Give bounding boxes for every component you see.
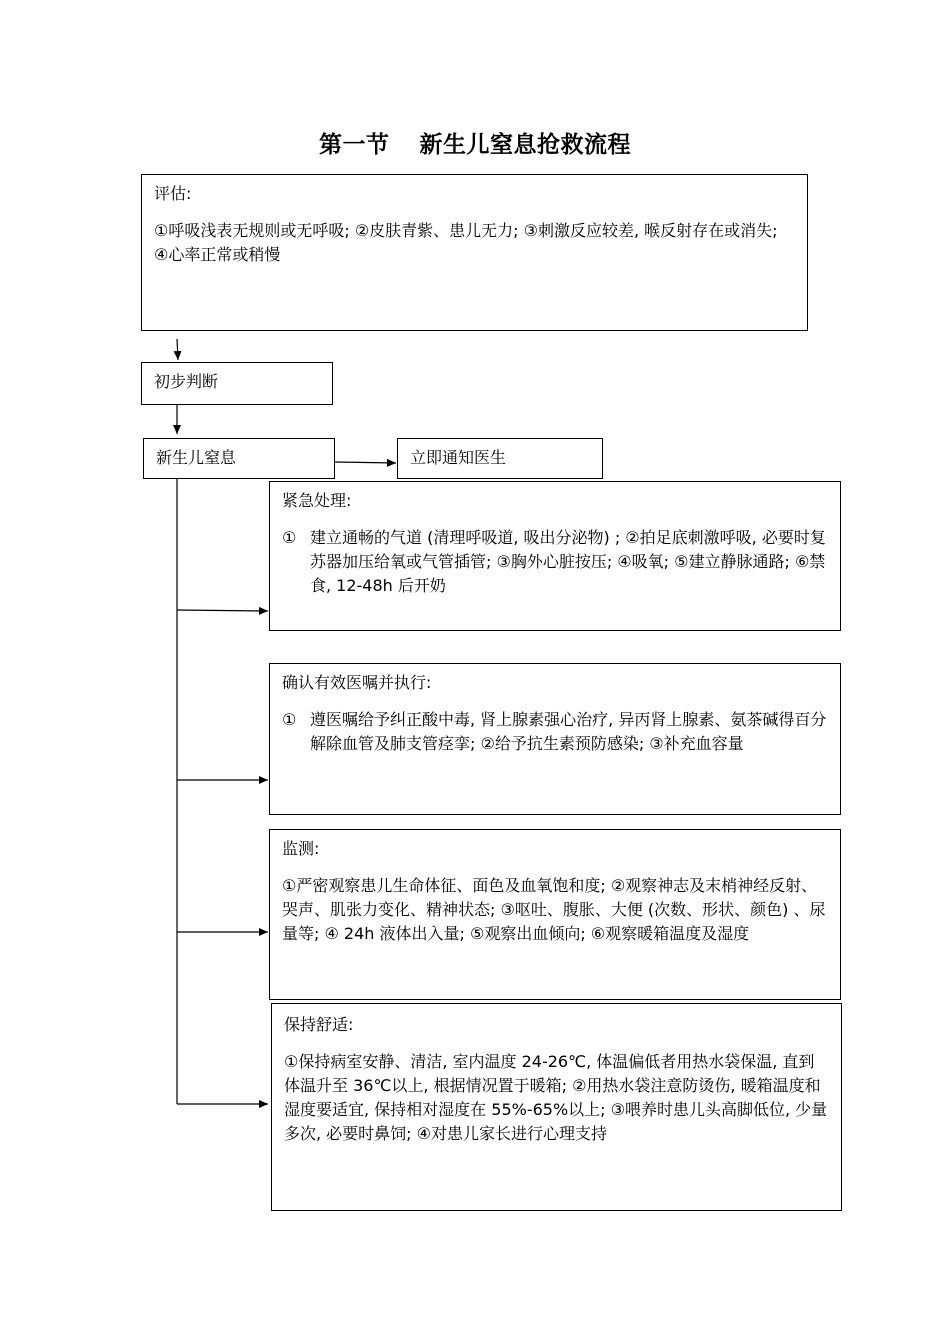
- assessment-text: ①呼吸浅表无规则或无呼吸; ②皮肤青紫、患儿无力; ③刺激反应较差, 喉反射存在或消失; ④心率正常或稍慢: [154, 221, 778, 264]
- orders-text: 遵医嘱给予纠正酸中毒, 肾上腺素强心治疗, 异丙肾上腺素、氨茶碱得百分解除血管及肺支管痉挛; ②给予抗生素预防感染; ③补充血容量: [310, 710, 827, 753]
- comfort-box: [271, 1003, 842, 1211]
- section-title: 新生儿窒息抢救流程: [419, 132, 631, 158]
- arrow-to-emergency: [177, 610, 268, 611]
- notify-doctor-label: 立即通知医生: [410, 448, 507, 467]
- initial-judgement-box: [141, 362, 333, 405]
- comfort-heading: 保持舒适:: [284, 1015, 354, 1034]
- initial-judgement-label: 初步判断: [154, 372, 219, 391]
- asphyxia-label: 新生儿窒息: [156, 448, 237, 467]
- assessment-box: [141, 174, 808, 331]
- monitoring-box: [269, 829, 841, 1000]
- monitoring-text: ①严密观察患儿生命体征、面色及血氧饱和度; ②观察神志及末梢神经反射、哭声、肌张力变化、精神状态; ③呕吐、腹胀、大便 (次数、形状、颜色) 、尿量等; ④ 24h 液体出入量; ⑤观察出血倾向; ⑥观察暖箱温度及湿度: [282, 876, 826, 943]
- orders-heading: 确认有效医嘱并执行:: [282, 673, 432, 692]
- monitoring-heading: 监测:: [282, 839, 320, 858]
- emergency-bullet: ①: [282, 528, 297, 547]
- emergency-list: [282, 526, 828, 598]
- orders-box: [269, 663, 841, 815]
- asphyxia-box: [143, 438, 335, 479]
- emergency-heading: 紧急处理:: [282, 491, 352, 510]
- section-number: 第一节: [319, 132, 390, 158]
- emergency-box: [269, 481, 841, 631]
- orders-list: [282, 708, 828, 756]
- arrow-asphyxia-to-notify: [335, 462, 396, 463]
- emergency-text: 建立通畅的气道 (清理呼吸道, 吸出分泌物) ; ②拍足底刺激呼吸, 必要时复苏器加压给氧或气管插管; ③胸外心脏按压; ④吸氧; ⑤建立静脉通路; ⑥禁食, 12-48h 后开奶: [310, 528, 826, 595]
- notify-doctor-box: [397, 438, 603, 479]
- orders-bullet: ①: [282, 710, 297, 729]
- assessment-heading: 评估:: [154, 184, 192, 203]
- arrow-assessment-to-judgement: [177, 339, 178, 360]
- comfort-text: ①保持病室安静、清洁, 室内温度 24-26℃, 体温偏低者用热水袋保温, 直到体温升至 36℃以上, 根据情况置于暖箱; ②用热水袋注意防烫伤, 暖箱温度和湿度要适宜, 保持相对湿度在 55%-65%以上; ③喂养时患儿头高脚低位, 少量多次, 必要时鼻饲; ④对患儿家长进行心理支持: [284, 1052, 828, 1143]
